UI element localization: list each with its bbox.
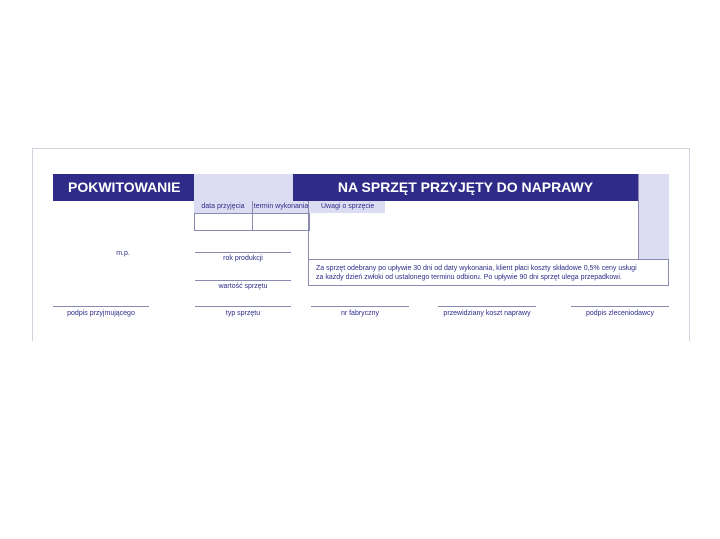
termin-wykonania-label: termin wykonania	[253, 203, 309, 210]
header-right-stub	[638, 174, 669, 259]
termin-wykonania-field[interactable]	[252, 213, 310, 231]
uwagi-field[interactable]	[308, 201, 639, 260]
header-left-title: POKWITOWANIE	[68, 179, 181, 195]
header-right-title-bar	[293, 174, 638, 201]
typ-sprzetu-label: typ sprzętu	[225, 310, 261, 317]
nr-fabryczny-line	[311, 306, 409, 307]
rok-produkcji-label: rok produkcji	[223, 255, 263, 262]
uwagi-label: Uwagi o sprzęcie	[321, 203, 375, 210]
repair-receipt-form	[32, 148, 690, 341]
rok-produkcji-line	[195, 252, 291, 253]
nr-fabryczny-label: nr fabryczny	[340, 310, 380, 317]
data-przyjecia-field[interactable]	[194, 213, 253, 231]
koszt-naprawy-label: przewidziany koszt naprawy	[443, 310, 531, 317]
header-left-title-bar	[53, 174, 194, 201]
notice-line-2: za każdy dzień zwłoki od ustalonego terminu odbioru. Po upływie 90 dni sprzęt ulega przepadkowi.	[316, 274, 622, 281]
podpis-zleceniodawcy-line	[571, 306, 669, 307]
header-right-title: NA SPRZĘT PRZYJĘTY DO NAPRAWY	[337, 179, 594, 195]
podpis-zleceniodawcy-label: podpis zleceniodawcy	[585, 310, 655, 317]
koszt-naprawy-line	[438, 306, 536, 307]
podpis-przyjmujacego-label: podpis przyjmującego	[67, 310, 135, 317]
mp-label: m.p.	[116, 250, 130, 257]
notice-text	[316, 264, 666, 282]
wartosc-sprzetu-line	[195, 280, 291, 281]
typ-sprzetu-line	[195, 306, 291, 307]
data-przyjecia-label: data przyjęcia	[201, 203, 245, 210]
date-divider	[252, 201, 253, 213]
wartosc-sprzetu-label: wartość sprzętu	[218, 283, 268, 290]
header-gap-block	[194, 174, 293, 201]
notice-line-1: Za sprzęt odebrany po upływie 30 dni od daty wykonania, klient płaci koszty składowe 0,5% ceny usługi	[316, 265, 637, 272]
podpis-przyjmujacego-line	[53, 306, 149, 307]
